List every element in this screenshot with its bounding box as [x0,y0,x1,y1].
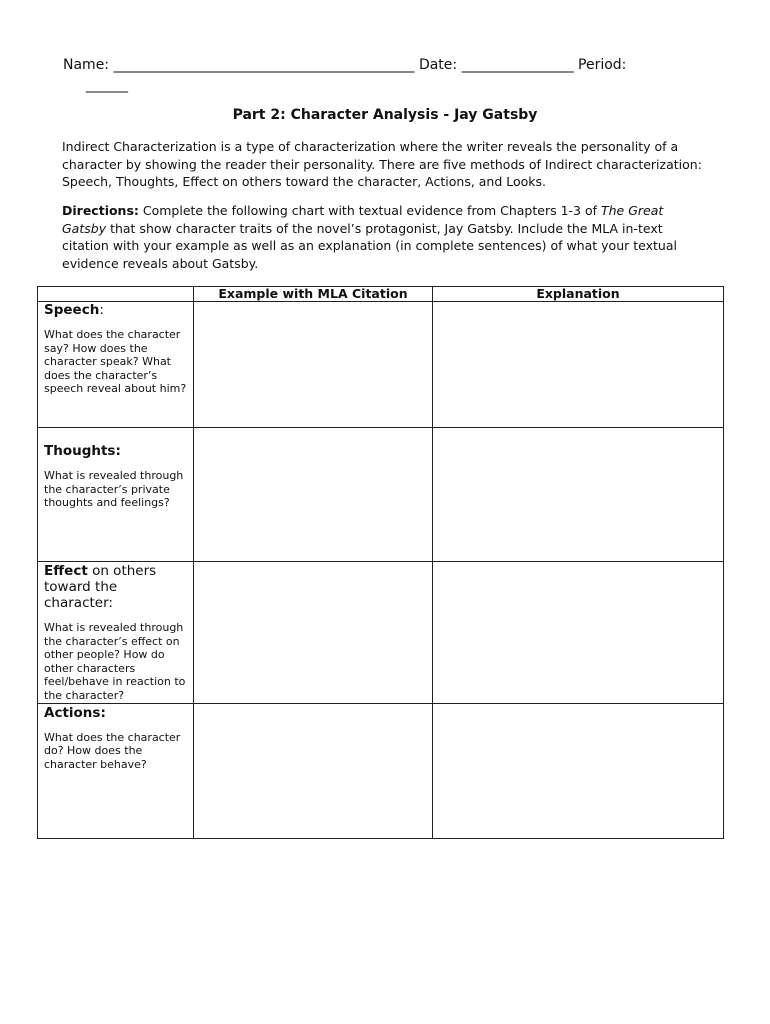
directions-text-before: Complete the following chart with textual evidence from Chapters 1-3 of [138,203,601,218]
header-explanation: Explanation [433,287,724,302]
intro-paragraph: Indirect Characterization is a type of characterization where the writer reveals the personality of a character by showing the reader their personality. There are five methods of Indirect characterization: Speech, Thoughts, Effect on others toward the character, Actions, and Looks. [62,139,702,189]
table-row-thoughts [38,428,724,562]
effect-example-cell[interactable] [194,562,433,704]
speech-title-rest: : [99,302,104,318]
name-label: Name: [63,57,110,73]
thoughts-question: What is revealed through the character’s private thoughts and feelings? [44,469,184,510]
actions-example-cell[interactable] [194,703,433,838]
effect-title-bold: Effect [44,563,88,579]
speech-title-bold: Speech [44,302,100,318]
actions-question: What does the character do? How does the character behave? [44,730,181,771]
actions-explanation-cell[interactable] [433,703,724,838]
directions-text-after: that show character traits of the novel’s protagonist, Jay Gatsby. Include the MLA in-text citation with your example as well as an explanation (in complete sentences) of what your textual evidence reveals about Gatsby. [62,220,677,271]
table-row-actions [38,703,724,838]
date-label: Date: [418,57,458,73]
date-field[interactable]: ________________ [461,57,574,73]
header-method [38,287,194,302]
effect-title [44,563,187,611]
effect-title-rest: on others toward the character: [44,563,157,611]
speech-example-cell[interactable] [194,302,433,428]
speech-title [44,302,187,318]
chart-header-row [38,287,724,302]
period-label: Period: [578,57,627,73]
speech-explanation-cell[interactable] [433,302,724,428]
thoughts-title-bold: Thoughts: [44,443,121,459]
table-row-effect [38,562,724,704]
thoughts-explanation-cell[interactable] [433,428,724,562]
header-example: Example with MLA Citation [194,287,433,302]
speech-label-cell [38,302,194,428]
page-title: Part 2: Character Analysis - Jay Gatsby [232,107,538,123]
effect-explanation-cell[interactable] [433,562,724,704]
book-title: The Great Gatsby [62,203,664,236]
effect-question: What is revealed through the character’s effect on other people? How do other characters feel/behave in reaction to the character? [44,621,186,702]
characterization-chart [37,286,724,839]
speech-question: What does the character say? How does the character speak? What does the character’s speech reveal about him? [44,328,187,396]
name-date-period-line [63,55,703,75]
actions-label-cell [38,703,194,838]
effect-label-cell [38,562,194,704]
name-field[interactable]: ___________________________________________ [113,57,415,73]
table-row-speech [38,302,724,428]
thoughts-label-cell [38,428,194,562]
actions-title [44,705,187,721]
period-field[interactable]: ______ [86,77,128,93]
directions-paragraph [62,202,702,272]
thoughts-title [44,443,187,459]
thoughts-example-cell[interactable] [194,428,433,562]
directions-label: Directions: [62,203,139,218]
actions-title-bold: Actions: [44,704,106,721]
